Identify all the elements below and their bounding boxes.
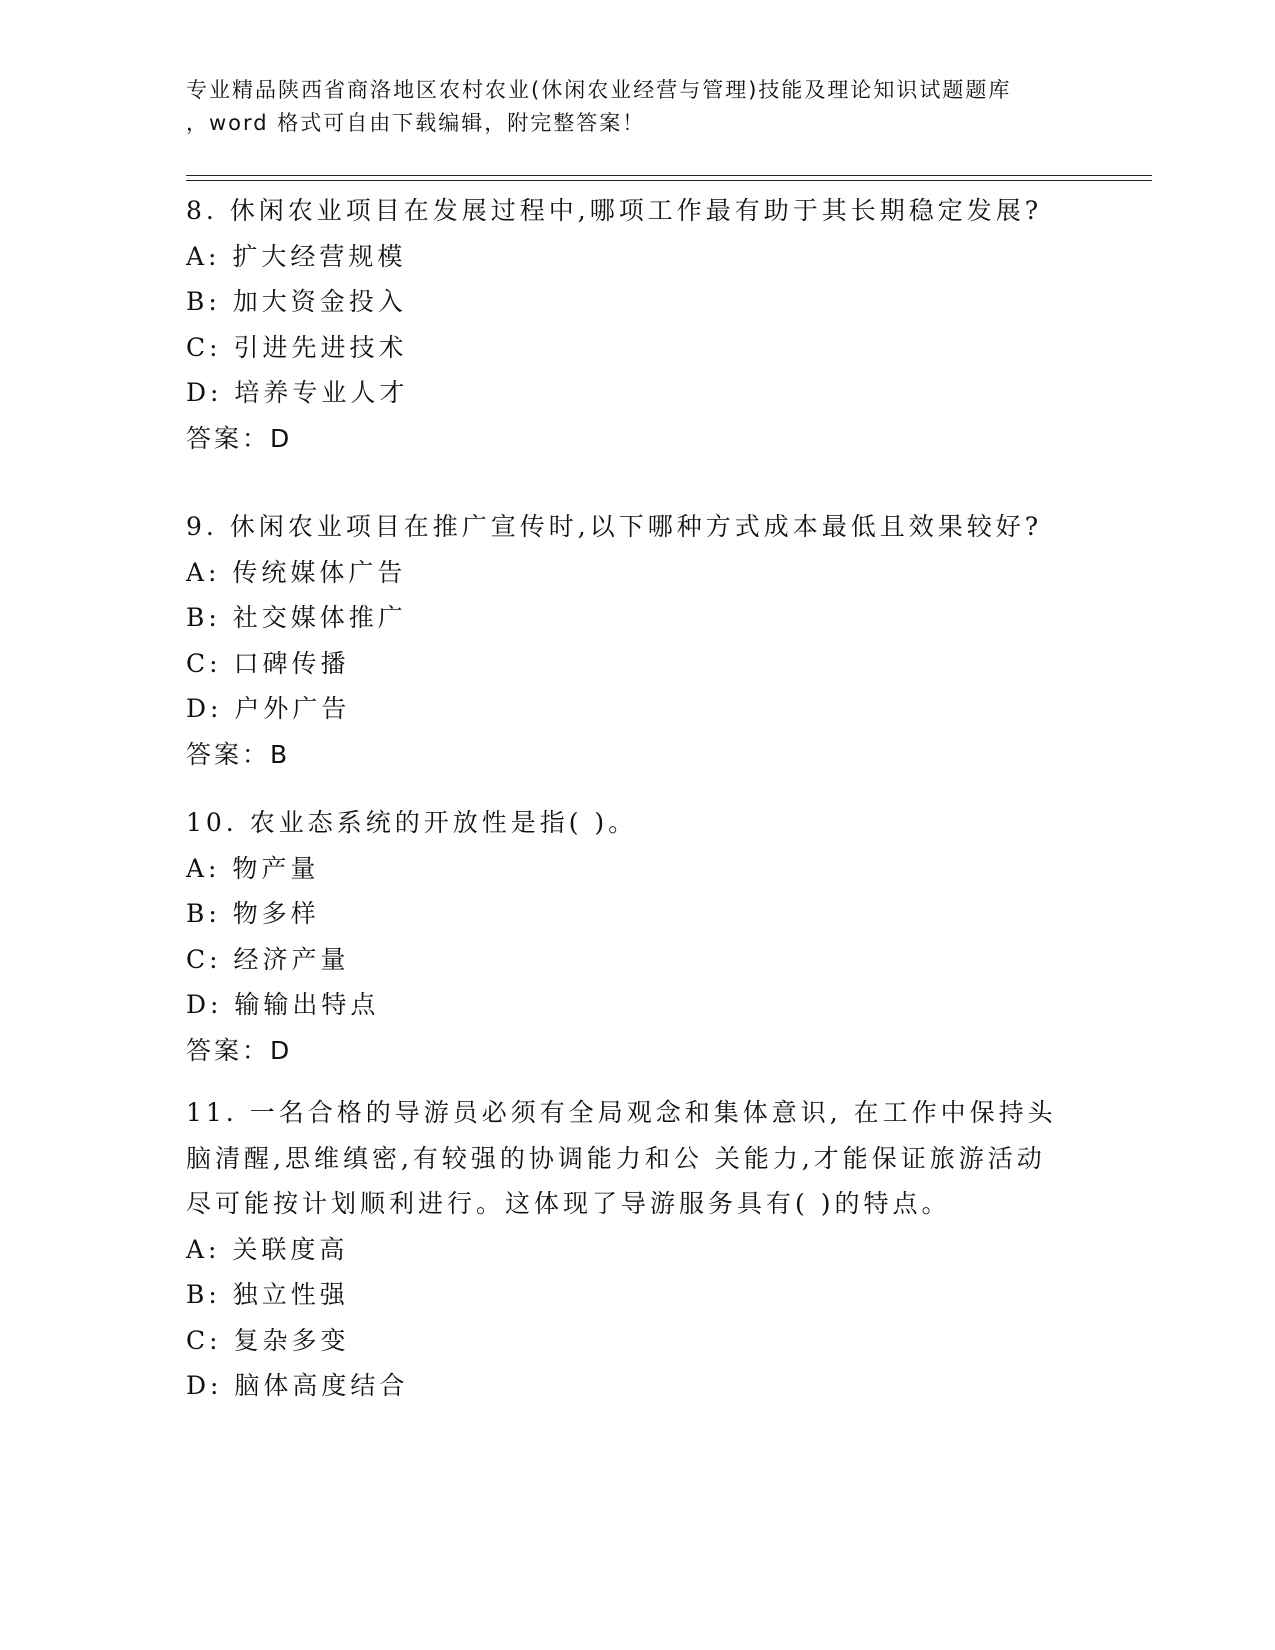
correct-answer: 答案：D (186, 1035, 293, 1065)
question-stem: 11. 一名合格的导游员必须有全局观念和集体意识, 在工作中保持头 (186, 1098, 1057, 1127)
correct-answer: 答案：B (186, 739, 291, 769)
answer-option: A: 扩大经营规模 (186, 241, 407, 271)
answer-option: B: 加大资金投入 (186, 287, 407, 316)
question-stem: 10. 农业态系统的开放性是指( )。 (186, 808, 638, 837)
question-item (186, 504, 1086, 777)
answer-option: A: 关联度高 (186, 1234, 349, 1264)
question-item (186, 1090, 1086, 1409)
question-item (186, 800, 1086, 1073)
question-stem: 尽可能按计划顺利进行。这体现了导游服务具有( )的特点。 (186, 1189, 951, 1218)
answer-option: C: 口碑传播 (186, 648, 350, 678)
answer-option: A: 物产量 (186, 853, 320, 883)
answer-option: B: 社交媒体推广 (186, 603, 407, 632)
answer-option: C: 经济产量 (186, 944, 350, 974)
question-stem: 9. 休闲农业项目在推广宣传时,以下哪种方式成本最低且效果较好? (186, 512, 1043, 541)
answer-option: D: 户外广告 (186, 694, 351, 723)
answer-option: C: 引进先进技术 (186, 332, 408, 362)
header-divider-bottom (186, 180, 1152, 181)
answer-option: D: 培养专业人才 (186, 378, 409, 407)
answer-option: A: 传统媒体广告 (186, 557, 407, 587)
header-subtitle-line: ，word 格式可自由下载编辑，附完整答案！ (186, 111, 646, 135)
header-divider-top (186, 175, 1152, 176)
answer-option: D: 脑体高度结合 (186, 1371, 409, 1400)
question-stem: 8. 休闲农业项目在发展过程中,哪项工作最有助于其长期稳定发展? (186, 196, 1043, 225)
answer-option: B: 独立性强 (186, 1280, 349, 1309)
correct-answer: 答案：D (186, 423, 293, 453)
answer-option: D: 输输出特点 (186, 990, 380, 1019)
header-title-line: 专业精品陕西省商洛地区农村农业(休闲农业经营与管理)技能及理论知识试题题库 (186, 78, 1012, 102)
answer-option: B: 物多样 (186, 899, 320, 928)
question-item (186, 188, 1086, 461)
question-stem: 脑清醒,思维缜密,有较强的协调能力和公 关能力,才能保证旅游活动 (186, 1143, 1046, 1173)
document-header (186, 74, 1086, 140)
answer-option: C: 复杂多变 (186, 1325, 350, 1355)
